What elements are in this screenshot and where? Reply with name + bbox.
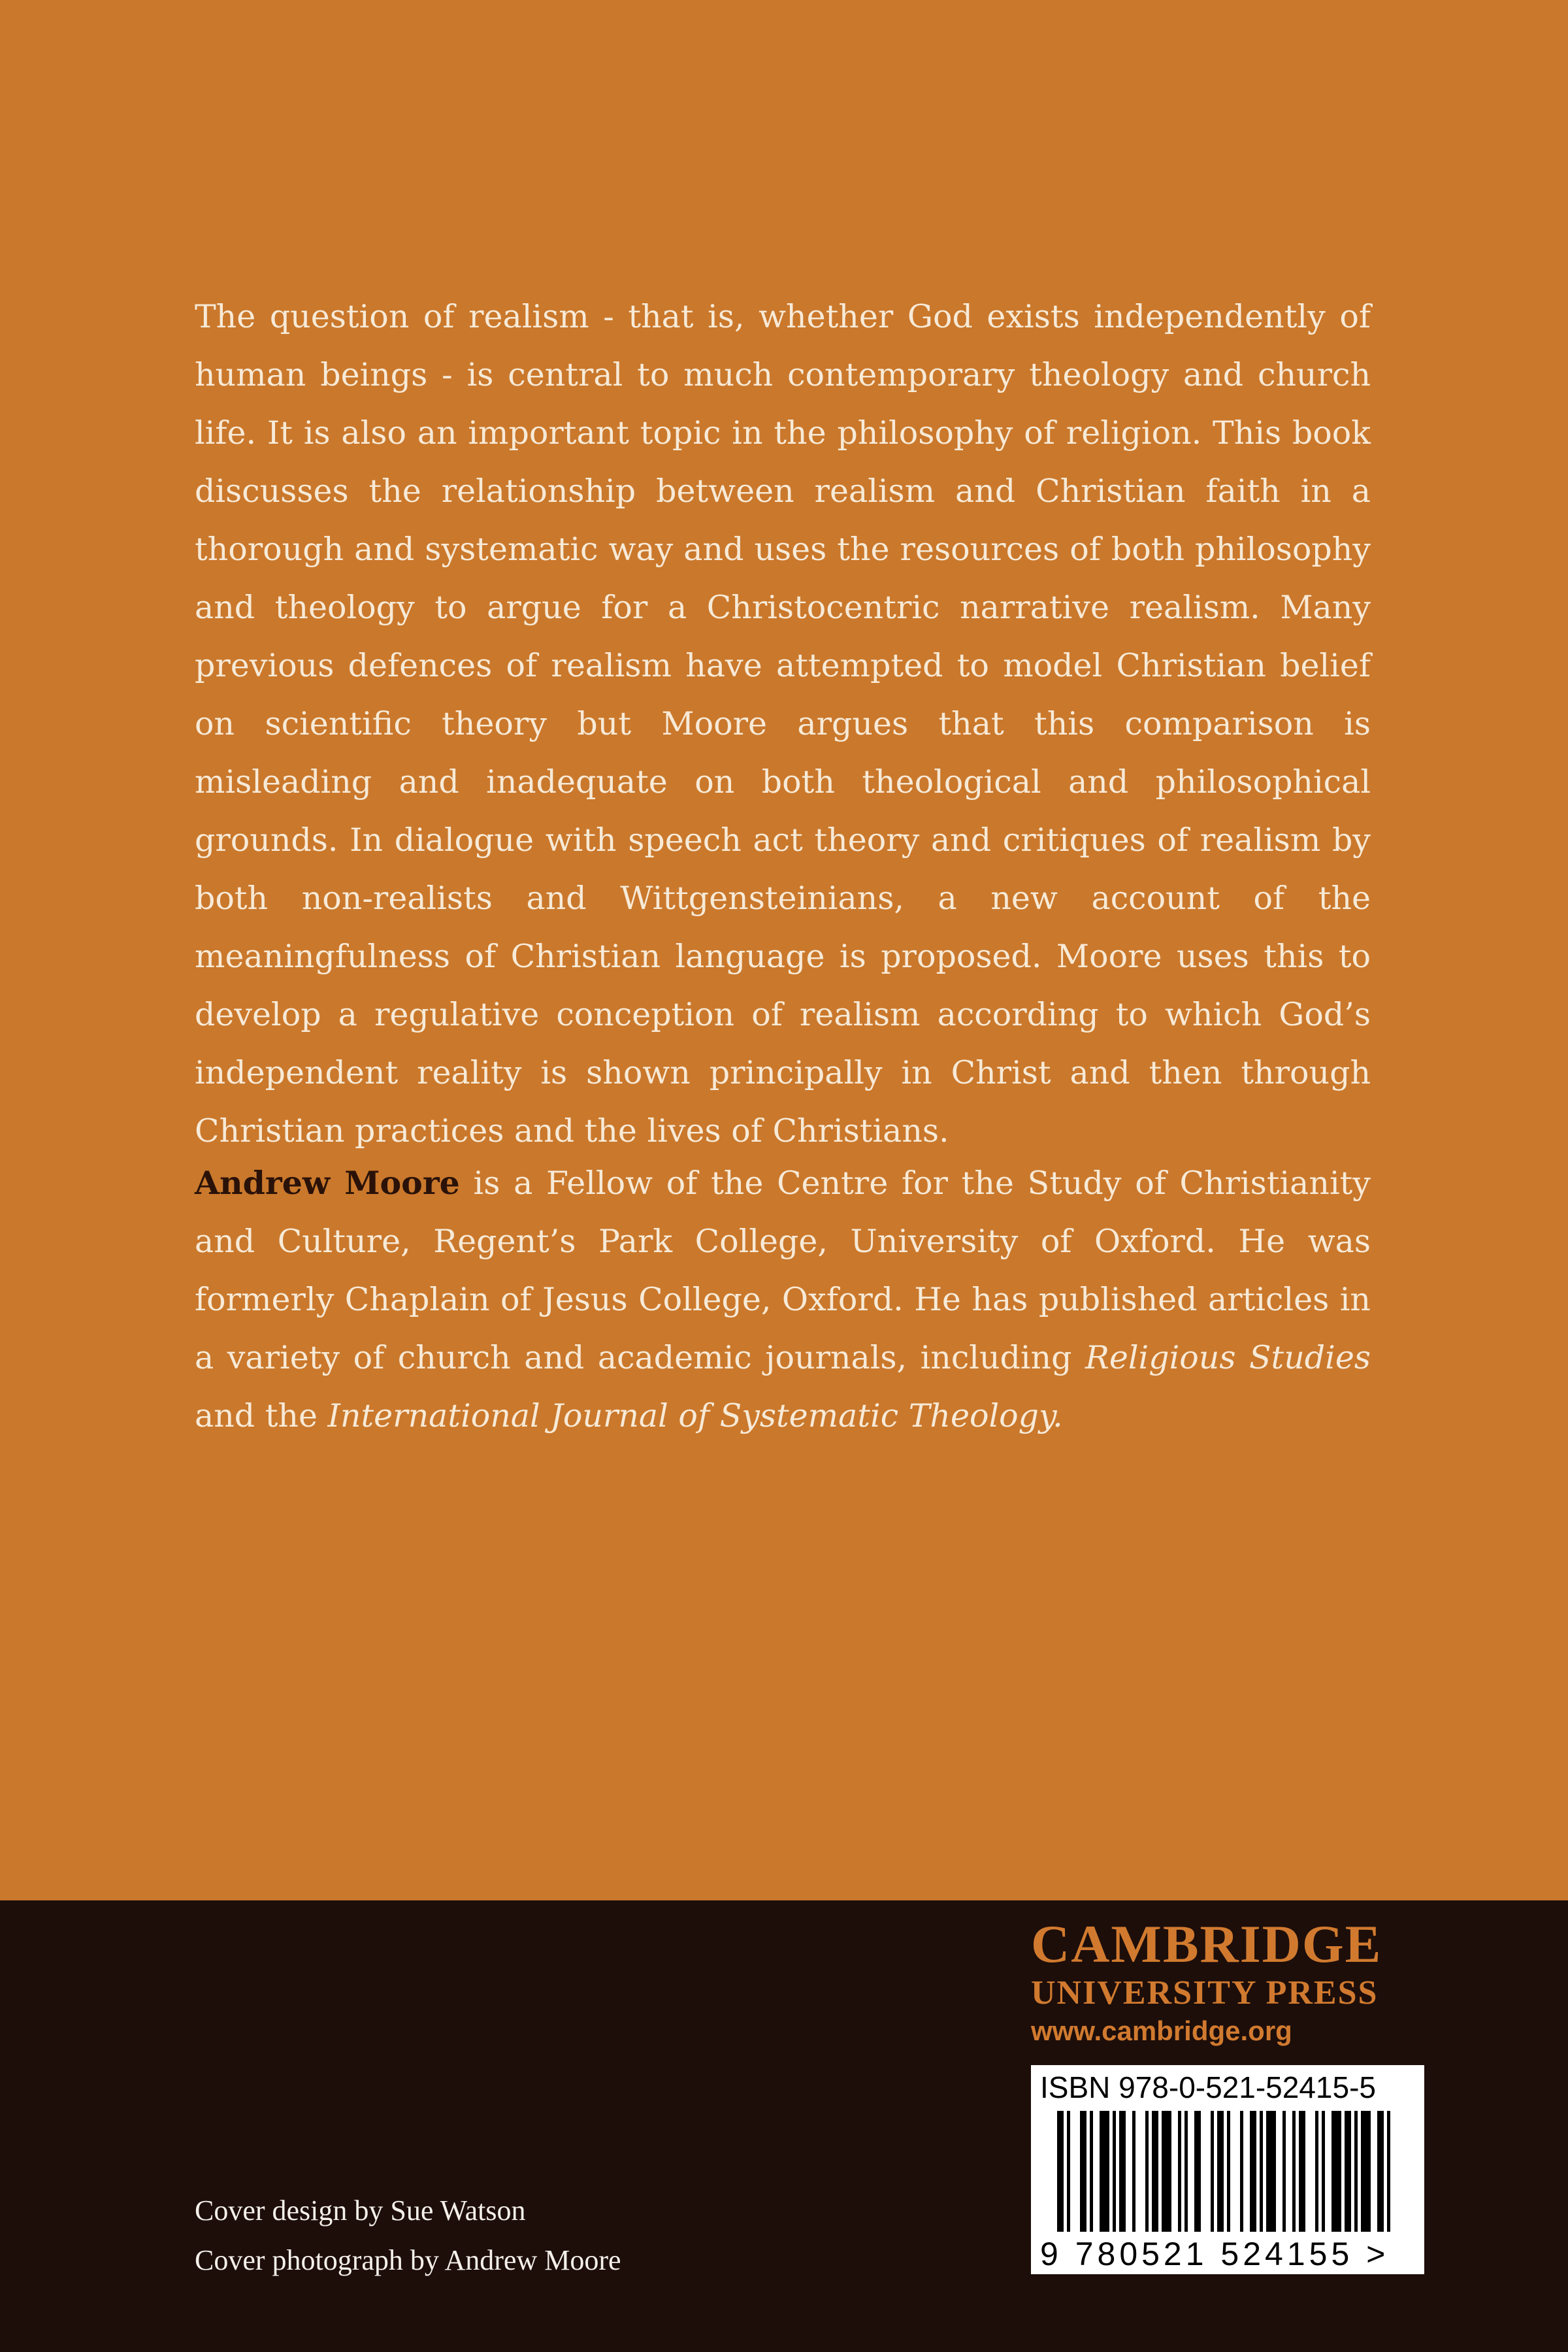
barcode-bar: [1240, 2111, 1243, 2232]
barcode-bar: [1178, 2111, 1181, 2232]
barcode-bar: [1145, 2111, 1149, 2232]
bio-text-2: and the: [195, 1397, 328, 1434]
barcode-bar: [1315, 2111, 1318, 2232]
barcode-bar: [1194, 2111, 1201, 2232]
publisher-logo: [1031, 1915, 1423, 2049]
author-name: Andrew Moore: [195, 1164, 460, 1202]
journal-title-2: International Journal of Systematic Theology.: [327, 1397, 1063, 1434]
journal-title-1: Religious Studies: [1085, 1339, 1371, 1376]
barcode-icon: [1031, 2065, 1424, 2274]
barcode-bar: [1354, 2111, 1358, 2232]
author-biography: [195, 1154, 1371, 1445]
barcode-bar: [1322, 2111, 1325, 2232]
barcode-bar: [1387, 2111, 1390, 2232]
barcode-bar: [1227, 2111, 1230, 2232]
barcode-bar: [1090, 2111, 1093, 2232]
barcode-bar: [1250, 2111, 1256, 2232]
barcode-digits: 9 780521 524155 >: [1040, 2236, 1390, 2272]
cover-credits: [195, 2186, 621, 2285]
barcode-bar: [1260, 2111, 1263, 2232]
barcode-bar: [1331, 2111, 1341, 2232]
publisher-website: www.cambridge.org: [1031, 2015, 1292, 2046]
barcode-bar: [1292, 2111, 1296, 2232]
barcode-bar: [1345, 2111, 1351, 2232]
isbn-label: ISBN 978-0-521-52415-5: [1040, 2070, 1376, 2104]
cover-photo-credit: Cover photograph by Andrew Moore: [195, 2244, 621, 2276]
barcode-bar: [1100, 2111, 1109, 2232]
barcode-bar: [1361, 2111, 1371, 2232]
barcode-bar: [1119, 2111, 1126, 2232]
barcode-bar: [1162, 2111, 1171, 2232]
barcode-bar: [1282, 2111, 1286, 2232]
barcode-bar: [1299, 2111, 1305, 2232]
barcode-bar: [1266, 2111, 1276, 2232]
barcode-bar: [1152, 2111, 1158, 2232]
barcode-bar: [1080, 2111, 1086, 2232]
cover-design-credit: Cover design by Sue Watson: [195, 2195, 526, 2227]
barcode-bar: [1377, 2111, 1384, 2232]
barcode-bar: [1184, 2111, 1188, 2232]
book-description: The question of realism - that is, whether God exists independently of human beings - is central to much contemporary theology and church life. It is also an important topic in the philosophy of religion. This book discusses the relationship between realism and Christian faith in a thorough and systematic way and uses the resources of both philosophy and theology to argue for a Christocentric narrative realism. Many previous defences of realism have attempted to model Christian belief on scientific theory but Moore argues that this comparison is misleading and inadequate on both theological and philosophical grounds. In dialogue with speech act theory and critiques of realism by both non-realists and Wittgensteinians, a new account of the meaningfulness of Christian language is proposed. Moore uses this to develop a regulative conception of realism according to which God’s independent reality is shown principally in Christ and then through Christian practices and the lives of Christians.: [195, 298, 1371, 1150]
barcode-bar: [1132, 2111, 1135, 2232]
barcode-bar: [1217, 2111, 1224, 2232]
barcode-bar: [1067, 2111, 1070, 2232]
barcode-bar: [1211, 2111, 1214, 2232]
bio-text-1: is a Fellow of the Centre for the Study of Christianity and Culture, Regent’s Park College, University of Oxford. He was formerly Chaplain of Jesus College, Oxford. He has published articles in a variety of church and academic journals, including: [195, 1165, 1371, 1376]
publisher-subtitle: UNIVERSITY PRESS: [1031, 1974, 1379, 2012]
publisher-name: CAMBRIDGE: [1031, 1914, 1382, 1974]
barcode-bar: [1057, 2111, 1064, 2232]
isbn-barcode: [1031, 2065, 1424, 2274]
barcode-bar: [1113, 2111, 1116, 2232]
